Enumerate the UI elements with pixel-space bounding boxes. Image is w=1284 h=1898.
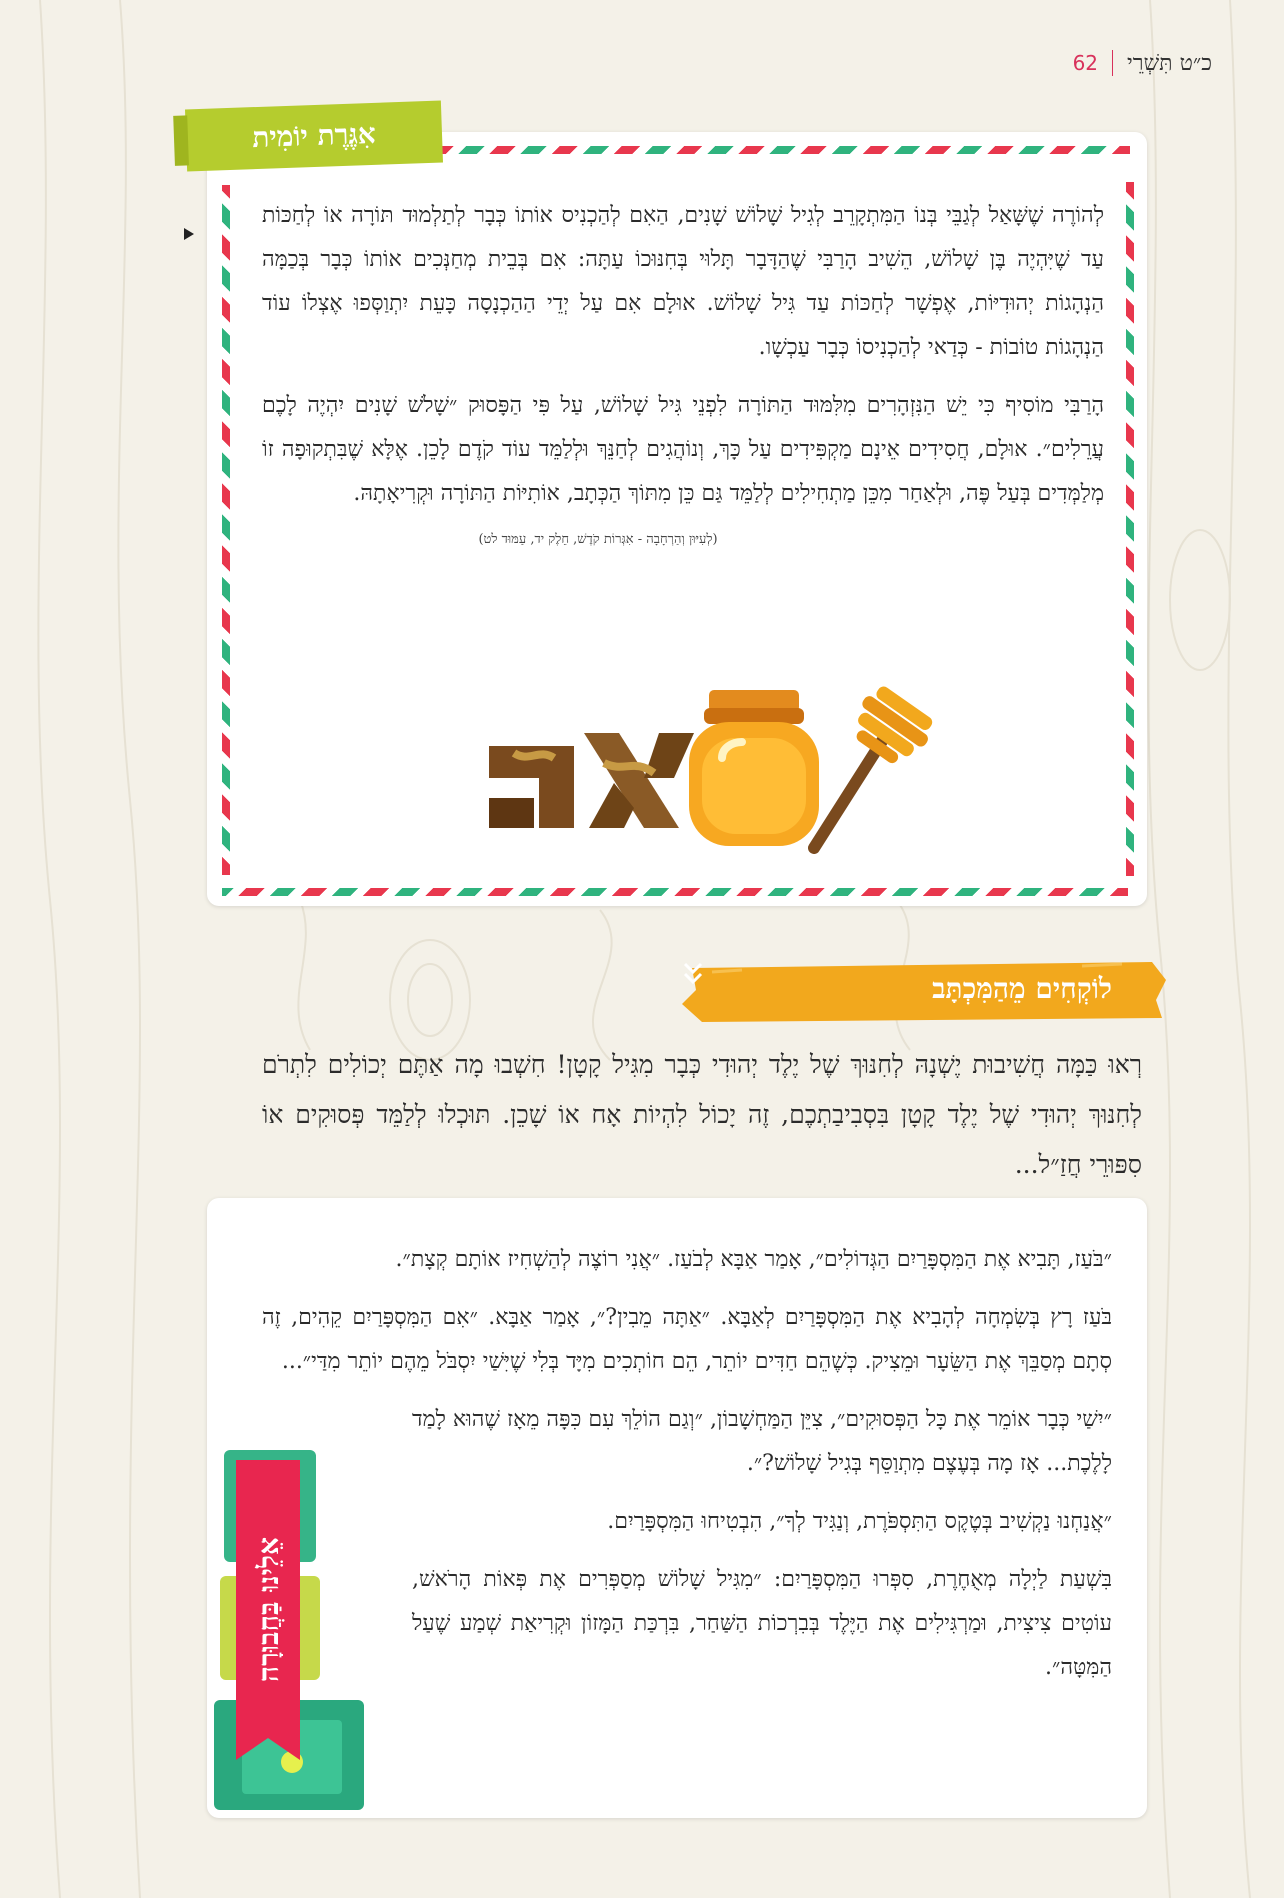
airmail-border-bottom <box>222 888 1128 896</box>
lesson-title: לוֹקְחִים מֵהַמִּכְתָּב <box>932 972 1112 1005</box>
letter-paragraph: לְהוֹרֶה שֶׁשָּׁאַל לְגַבֵּי בְּנוֹ הַמִּתְקָרֵב לְגִיל שָׁלוֹשׁ שָׁנִים, הַאִם לְהַכְנִיס אוֹתוֹ כְּבָר לְתַלְמוּד תּוֹרָה אוֹ לְחַכּוֹת עַד שֶׁיִּהְיֶה בֶּן שָׁלוֹשׁ, הֵשִׁיב הָרַבִּי שֶׁהַדָּבָר תָּלוּי בְּחִנּוּכוֹ עַתָּה: אִם בְּבֵית מְחַנְּכִים אוֹתוֹ כְּבָר בְּכַמָּה הַנְהָגוֹת יְהוּדִיּוֹת, אֶפְשָׁר לְחַכּוֹת עַד גִּיל שָׁלוֹשׁ. אוּלָם אִם עַל יְדֵי הַהַכְנָסָה כָּעֵת יִתְוַסְּפוּ אֶצְלוֹ עוֹד הַנְהָגוֹת טוֹבוֹת - כְּדַאי לְהַכְנִיסוֹ כְּבָר עַכְשָׁו. <box>262 203 1104 360</box>
page-header <box>1073 50 1212 76</box>
lesson-text: רְאוּ כַּמָּה חֲשִׁיבוּת יֶשְׁנָהּ לְחִנּוּךְ שֶׁל יֶלֶד יְהוּדִי כְּבָר מִגִּיל קָטָן! חִשְׁבוּ מָה אַתֶּם יְכוֹלִים לִתְרֹם לְחִנּוּךְ יְהוּדִי שֶׁל יֶלֶד קָטָן בִּסְבִיבַתְכֶם, זֶה יָכוֹל לִהְיוֹת אָח אוֹ שָׁכֵן. תּוּכְלוּ לְלַמֵּד פְּסוּקִים אוֹ סִפּוּרֵי חֲזַ״ל... <box>262 1050 1142 1179</box>
daily-letter-tag-label: אִגֶּרֶת יוֹמִית <box>251 116 377 155</box>
honey-jar-icon <box>689 690 819 846</box>
story-text <box>262 1238 1112 1704</box>
story-paragraph: ״אֲנַחְנוּ נַקְשִׁיב בְּטֶקֶס הַתִּסְפֹּרֶת, וְנַגִּיד לְךָ״, הִבְטִיחוּ הַמִּסְפָּרַיִם. <box>607 1509 1112 1534</box>
story-paragraph: ״בֹּעַז, תָּבִיא אֶת הַמִּסְפָּרַיִם הַגְּדוֹלִים״, אָמַר אַבָּא לְבֹעַז. ״אֲנִי רוֹצֶה לְהַשְׁחִיז אוֹתָם קְצָת״. <box>395 1247 1112 1272</box>
story-paragraph: בֹּעַז רָץ בְּשִׂמְחָה לְהָבִיא אֶת הַמִּסְפָּרַיִם לְאַבָּא. ״אַתָּה מֵבִין?״, אָמַר אַבָּא. ״אִם הַמִּסְפָּרַיִם קֵהִים, זֶה סְתָם מְסַבֵּךְ אֶת הַשֵּׂעָר וּמֵצִיק. כְּשֶׁהֵם חַדִּים יוֹתֵר, הֵם חוֹתְכִים מִיָּד בְּלִי שֶׁיִּשַׁי יִסְבֹּל מֵהֶם יוֹתֵר מִדַּי״... <box>262 1305 1112 1374</box>
header-divider <box>1112 50 1113 76</box>
letter-paragraph: הָרַבִּי מוֹסִיף כִּי יֵשׁ הַנִּזְהָרִים מִלִּמּוּד הַתּוֹרָה לִפְנֵי גִּיל שָׁלוֹשׁ, עַל פִּי הַפָּסוּק ״שָׁלֹשׁ שָׁנִים יִהְיֶה לָכֶם עֲרֵלִים״. אוּלָם, חֲסִידִים אֵינָם מַקְפִּידִים עַל כָּךְ, וְנוֹהֲגִים לְחַנֵּךְ וּלְלַמֵּד עוֹד קֹדֶם לָכֵן. אֶלָּא שֶׁבִּתְקוּפָה זוֹ מְלַמְּדִים בְּעַל פֶּה, וּלְאַחַר מִכֵּן מַתְחִילִים לְלַמֵּד גַּם כֵּן מִתּוֹךְ הַכְּתָב, אוֹתִיּוֹת הַתּוֹרָה וּקְרִיאָתָהּ. <box>262 393 1104 506</box>
lesson-banner <box>682 960 1166 1022</box>
side-label-text: אֵלֵינוּ בַּחֲבוּרָה <box>251 1537 285 1683</box>
airmail-border-right <box>1126 182 1134 876</box>
page-number: 62 <box>1072 51 1099 75</box>
honey-illustration <box>484 678 944 854</box>
date-label: כ״ט תִּשְׁרֵי <box>1127 51 1212 76</box>
alef-bet-letters-icon <box>489 733 694 828</box>
chevron-down-icon <box>682 960 704 990</box>
marker-triangle-icon <box>184 228 194 240</box>
honey-dipper-icon <box>814 681 939 848</box>
daily-letter-tag <box>185 101 443 172</box>
letter-source: (לְעִיּוּן וְהַרְחָבָה - אִגְּרוֹת קֹדֶשׁ, חֵלֶק יד, עַמּוּד לט) <box>478 532 718 547</box>
airmail-border-left <box>222 185 230 875</box>
story-paragraph: בִּשְׁעַת לַיְלָה מְאֻחֶרֶת, סִפְּרוּ הַמִּסְפָּרַיִם: ״מִגִּיל שָׁלוֹשׁ מְסַפְּרִים אֶת פְּאוֹת הָרֹאשׁ, עוֹטִים צִיצִית, וּמַרְגִּילִים אֶת הַיֶּלֶד בְּבִרְכוֹת הַשַּׁחַר, בִּרְכַּת הַמָּזוֹן וּקְרִיאַת שְׁמַע שֶׁעַל הַמִּטָּה״. <box>412 1567 1112 1680</box>
daily-letter-body <box>262 194 1104 550</box>
story-paragraph: ״יִשַׁי כְּבָר אוֹמֵר אֶת כָּל הַפְּסוּקִים״, צִיֵּן הַמַּחְשָׁבוֹן, ״וְגַם הוֹלֵךְ עִם כִּפָּה מֵאָז שֶׁהוּא לָמַד לָלֶכֶת... אָז מָה בְּעֶצֶם מִתְוַסֵּף בְּגִיל שָׁלוֹשׁ?״. <box>412 1407 1112 1476</box>
